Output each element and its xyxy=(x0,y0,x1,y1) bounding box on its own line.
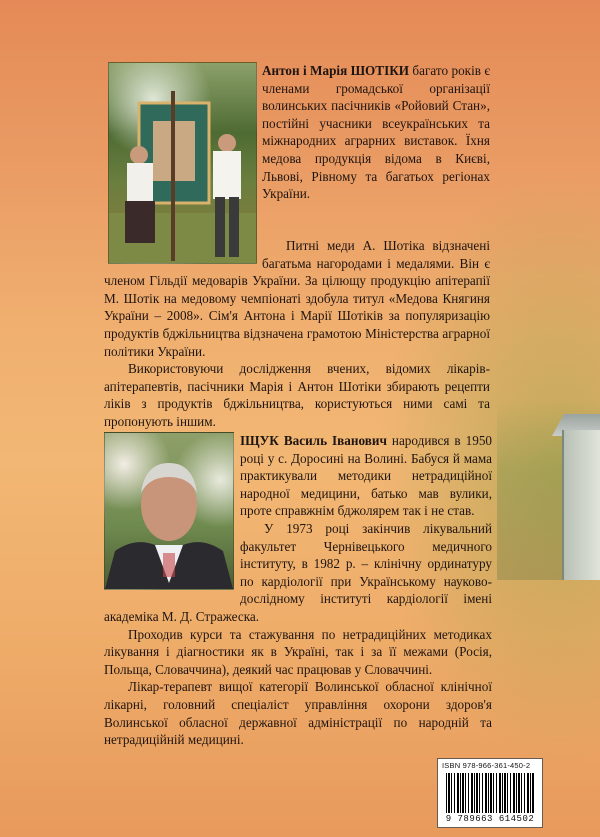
shotik-awards-paragraph xyxy=(104,237,490,431)
shotik-awards-text: Питні меди А. Шотіка відзначені багатьма нагородами і медалями. Він є членом Гільдії медоварів України. За цілющу продукцію апітерапії М. Шотік на медовому чемпіонаті здобула титул «Медова Княгиня України – 2008». Сім'я Антона і Марії Шотіків за популяризацію продуктів бджільництва відзначена грамотою Міністерства аграрної політики України. xyxy=(104,238,490,359)
float-spacer-2 xyxy=(104,432,240,592)
ishchuk-name: ІЩУК Василь Іванович xyxy=(240,433,387,448)
ishchuk-bio xyxy=(104,432,492,749)
ishchuk-bio-text: народився в 1950 році у с. Доросині на Волині. Бабуся й мама практикували методики нетрадиційної народної медицини, батько мав вулики, проте справжнім бджолярем так і не став. xyxy=(240,433,493,519)
shotik-bio-intro xyxy=(262,62,490,203)
ishchuk-courses-text: Проходив курси та стажування по нетрадиційних методиках лікування і діагностики як в Україні, так і за її межами (Росія, Польща, Словаччина), деякий час працював у Словаччині. xyxy=(104,626,492,677)
shotik-bio-text: багато років є членами громадської організації волинських пасічників «Ройовий Стан», постійні учасники всеукраїнських та міжнародних аграрних виставок. Їхня медова продукція відома в Києві, Львові, Рівному та багатьох регіонах України. xyxy=(262,63,490,202)
float-spacer xyxy=(104,237,262,271)
barcode-bars xyxy=(446,773,534,813)
isbn-barcode xyxy=(437,758,543,828)
shotik-name: Антон і Марія ШОТІКИ xyxy=(262,63,410,78)
isbn-label: ISBN 978-966-361-450-2 xyxy=(442,761,531,770)
beehive xyxy=(562,430,600,580)
ishchuk-education-text: У 1973 році закінчив лікувальний факультет Чернівецького медичного інституту, в 1982 р. – клінічну ординатуру по кардіології при Українському науково-дослідному інституті кардіології імені академіка М. Д. Стражеска. xyxy=(104,520,492,624)
shotik-couple-photo xyxy=(108,62,257,264)
barcode-number: 9 789663 614502 xyxy=(445,814,535,824)
shotik-recipes-text: Використовуючи дослідження вчених, відомих лікарів-апітерапевтів, пасічники Марія і Антон Шотіки збирають рецепти ліків з продуктів бджільництва, користуються ними самі та пропонують іншим. xyxy=(104,361,490,429)
couple-illustration xyxy=(109,63,256,263)
ishchuk-position-text: Лікар-терапевт вищої категорії Волинської обласної клінічної лікарні, головний спеціаліст управління охорони здоров'я Волинської обласної державної адміністрації по народній та нетрадиційній медицині. xyxy=(104,679,492,748)
